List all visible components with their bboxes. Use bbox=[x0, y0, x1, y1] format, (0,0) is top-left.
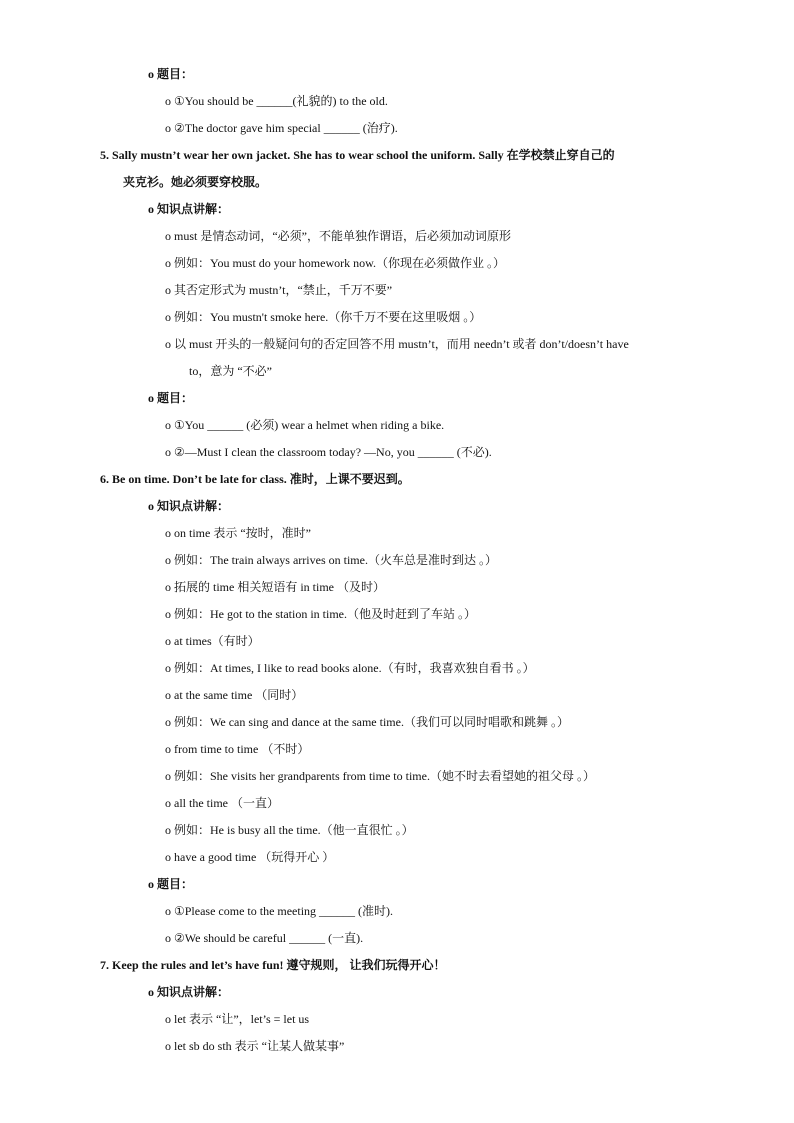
text-line: o ①Please come to the meeting ______ (准时). bbox=[165, 904, 394, 918]
text-line: 夹克衫。她必须要穿校服。 bbox=[123, 175, 268, 189]
text-line: o 例如：He is busy all the time.（他一直很忙 。） bbox=[165, 823, 414, 837]
text-line: o 例如：He got to the station in time.（他及时赶到了车站 。） bbox=[165, 607, 476, 621]
text-line: o have a good time （玩得开心 ） bbox=[165, 850, 335, 864]
text-line: o 例如：She visits her grandparents from time to time.（她不时去看望她的祖父母 。） bbox=[165, 769, 595, 783]
text-line: o at the same time （同时） bbox=[165, 688, 304, 702]
text-line: o ②—Must I clean the classroom today? —No, you ______ (不必). bbox=[165, 445, 492, 459]
text-line: o 其否定形式为 mustn’t，“禁止，千万不要” bbox=[165, 283, 393, 297]
text-line: o 题目： bbox=[148, 391, 194, 405]
text-line: o 例如：At times, I like to read books alone.（有时，我喜欢独自看书 。） bbox=[165, 661, 535, 675]
text-line: o 以 must 开头的一般疑问句的否定回答不用 mustn’t，而用 needn’t 或者 don’t/doesn’t have bbox=[165, 337, 629, 351]
text-line: o 知识点讲解： bbox=[148, 202, 230, 216]
text-line: o at times（有时） bbox=[165, 634, 260, 648]
text-line: o must 是情态动词，“必须”，不能单独作谓语，后必须加动词原形 bbox=[165, 229, 511, 243]
text-line: o ②The doctor gave him special ______ (治疗). bbox=[165, 121, 398, 135]
text-line: to，意为 “不必” bbox=[189, 364, 272, 378]
text-line: o let 表示 “让”，let’s = let us bbox=[165, 1012, 310, 1026]
text-line: 5. Sally mustn’t wear her own jacket. She has to wear school the uniform. Sally 在学校禁止穿自己的 bbox=[100, 148, 615, 162]
text-line: o ①You should be ______(礼貌的) to the old. bbox=[165, 94, 388, 108]
text-line: o from time to time （不时） bbox=[165, 742, 310, 756]
text-line: o ②We should be careful ______ (一直). bbox=[165, 931, 364, 945]
text-line: o 题目： bbox=[148, 67, 194, 81]
text-line: 6. Be on time. Don’t be late for class. 准时，上课不要迟到。 bbox=[100, 472, 410, 486]
text-line: o 例如：The train always arrives on time.（火车总是准时到达 。） bbox=[165, 553, 497, 567]
text-line: o let sb do sth 表示 “让某人做某事” bbox=[165, 1039, 345, 1053]
text-line: o 例如：We can sing and dance at the same time.（我们可以同时唱歌和跳舞 。） bbox=[165, 715, 569, 729]
text-line: o 例如：You mustn't smoke here.（你千万不要在这里吸烟 。） bbox=[165, 310, 482, 324]
text-line: 7. Keep the rules and let’s have fun! 遵守规则， 让我们玩得开心！ bbox=[100, 958, 446, 972]
text-line: o 题目： bbox=[148, 877, 194, 891]
text-line: o 拓展的 time 相关短语有 in time （及时） bbox=[165, 580, 385, 594]
text-line: o on time 表示 “按时，准时” bbox=[165, 526, 311, 540]
text-line: o ①You ______ (必须) wear a helmet when riding a bike. bbox=[165, 418, 445, 432]
text-line: o 例如：You must do your homework now.（你现在必须做作业 。） bbox=[165, 256, 506, 270]
text-line: o 知识点讲解： bbox=[148, 985, 230, 999]
text-line: o all the time （一直） bbox=[165, 796, 279, 810]
text-line: o 知识点讲解： bbox=[148, 499, 230, 513]
